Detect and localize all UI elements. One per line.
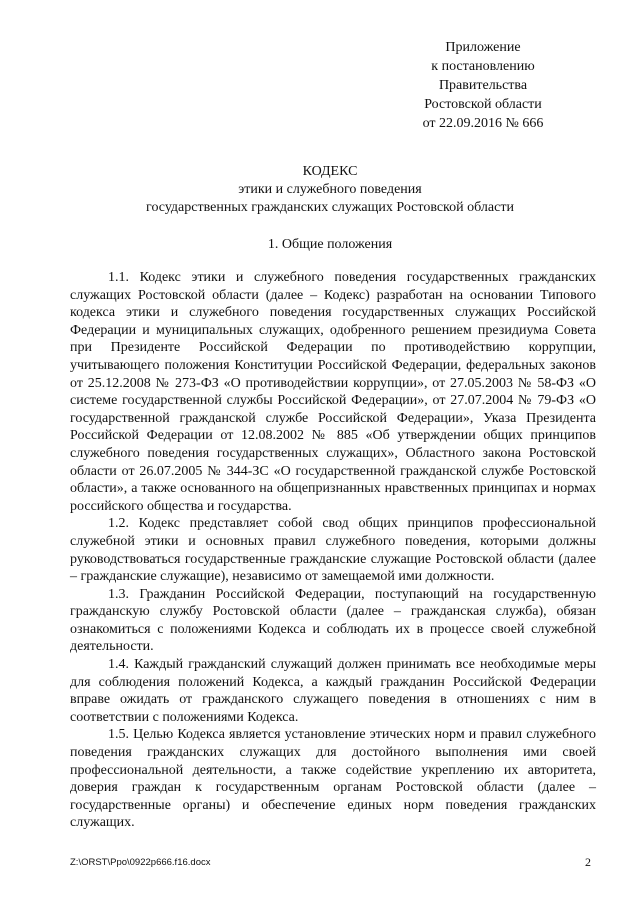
appendix-line: от 22.09.2016 № 666 — [422, 116, 544, 131]
title-line-2: этики и служебного поведения — [238, 182, 422, 197]
document-title — [70, 163, 590, 217]
footer-page-number: 2 — [585, 855, 591, 869]
title-main: КОДЕКС — [302, 164, 358, 179]
paragraph-1-1: 1.1. Кодекс этики и служебного поведения государственных гражданских служащих Ростовской области (далее – Кодекс) разработан на основании Типового кодекса этики и служебного поведения государственных служащих Российской Федерации и муниципальных служащих, одобренного решением президиума Совета при Президенте Российской Федерации по противодействию коррупции, учитывающего положения Конституции Российской Федерации, федеральных законов от 25.12.2008 № 273-ФЗ «О противодействии коррупции», от 27.05.2003 № 58-ФЗ «О системе государственной службы Российской Федерации», от 27.07.2004 № 79-ФЗ «О государственной гражданской службе Российской Федерации», Указа Президента Российской Федерации от 12.08.2002 № 885 «Об утверждении общих принципов служебного поведения государственных служащих», Областного закона Ростовской области от 26.07.2005 № 344-ЗС «О государственной гражданской службе Ростовской области», а также основанного на общепризнанных нравственных принципах и нормах российского общества и государства. — [70, 270, 596, 514]
section-heading: 1. Общие положения — [267, 237, 393, 252]
appendix-line: к постановлению — [431, 59, 535, 74]
appendix-line: Ростовской области — [424, 97, 542, 112]
appendix-line: Правительства — [438, 78, 528, 93]
paragraph-1-3: 1.3. Гражданин Российской Федерации, поступающий на государственную гражданскую службу Ростовской области (далее – гражданская служба), обязан ознакомиться с положениями Кодекса и соблюдать их в процессе своей служебной деятельности. — [70, 586, 596, 655]
paragraph-1-2: 1.2. Кодекс представляет собой свод общих принципов профессиональной служебной этики и основных правил служебного поведения, которыми должны руководствоваться государственные гражданские служащие Ростовской области (далее – гражданские служащие), независимо от замещаемой ими должности. — [70, 516, 596, 585]
footer-file-path: Z:\ORST\Ppo\0922p666.f16.docx — [70, 857, 211, 868]
paragraph-1-5: 1.5. Целью Кодекса является установление этических норм и правил служебного поведения гражданских служащих для достойного выполнения ими своей профессиональной деятельности, а также содействие укреплению их авторитета, доверия граждан к государственным органам Ростовской области (далее – государственные органы) и обеспечение единых норм поведения гражданских служащих. — [70, 727, 596, 831]
appendix-line: Приложение — [445, 40, 521, 55]
appendix-block — [398, 38, 568, 133]
body-text — [70, 269, 596, 832]
title-line-3: государственных гражданских служащих Ростовской области — [146, 200, 514, 215]
paragraph-1-4: 1.4. Каждый гражданский служащий должен принимать все необходимые меры для соблюдения положений Кодекса, а каждый гражданин Российской Федерации вправе ожидать от гражданского служащего поведения в отношениях с ним в соответствии с положениями Кодекса. — [70, 657, 596, 725]
